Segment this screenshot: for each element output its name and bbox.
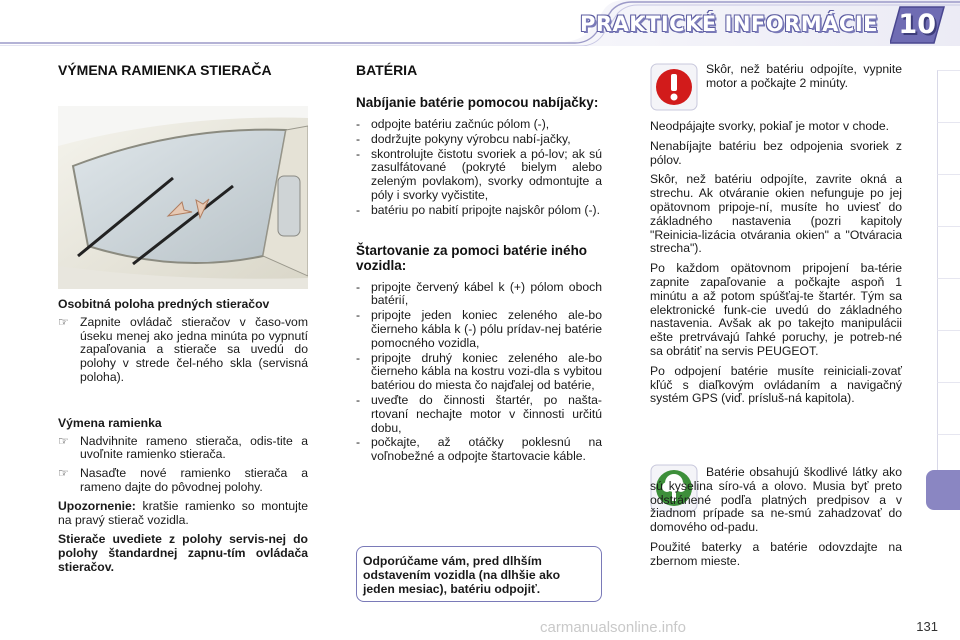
jump-start-step: - pripojte červený kábel k (+) pólom oboch batérií, <box>356 279 602 308</box>
charging-step: - skontrolujte čistotu svoriek a pó-lov; ak sú zasulfátované (pokryté bielym alebo zeleným povlakom), svorky odmontujte a póly i svorky vyčistite, <box>356 146 602 202</box>
replace-step: ☞ Nadvihnite rameno stierača, odis-tite a uvoľnite ramienko stierača. <box>58 433 308 462</box>
charging-step: - dodržujte pokyny výrobcu nabí-jačky, <box>356 131 571 146</box>
service-position-note: Stierače uvediete z polohy servis-nej do polohy štandardnej zapnu-tím ovládača stieračov. <box>58 532 308 574</box>
jump-start-step: - pripojte jeden koniec zeleného ale-bo čierneho kábla k (-) pólu prídav-nej batérie pomocného vozidla, <box>356 308 602 350</box>
environment-text: Batérie obsahujú škodlivé látky ako sú kyselina síro-vá a olovo. Musia byť preto odstránené podľa platných predpisov a v žiadnom prípade sa ne-smú zahadzovať do domového od-padu. <box>650 465 902 535</box>
battery-note-paragraph: Neodpájajte svorky, pokiaľ je motor v chode. <box>650 119 890 133</box>
jump-start-step: - pripojte druhý koniec zeleného ale-bo čierneho kábla na kostru vozi-dla s vybitou batériou do miesta čo najďalej od batérie, <box>356 350 602 393</box>
battery-note-paragraph: Nenabíjajte batériu bez odpojenia svoriek z pólov. <box>650 138 902 167</box>
watermark: carmanualsonline.info <box>540 619 686 636</box>
page-number: 131 <box>916 619 938 634</box>
battery-title: BATÉRIA <box>356 62 418 78</box>
pointer-hand-icon: ☞ <box>58 433 69 448</box>
recommendation-box: Odporúčame vám, pred dlhším odstavením vozidla (na dlhšie ako jeden mesiac), batériu odpojiť. <box>356 546 602 602</box>
wiper-title: VÝMENA RAMIENKA STIERAČA <box>58 62 272 78</box>
jump-start-step: - počkajte, až otáčky poklesnú na voľnobežné a odpojte štartovacie káble. <box>356 435 602 464</box>
chapter-tab[interactable] <box>937 70 960 123</box>
chapter-tab[interactable] <box>937 122 960 175</box>
environment-note <box>650 466 902 575</box>
battery-note-paragraph: Po odpojení batérie musíte reiniciali-zovať kľúč s diaľkovým ovládaním a navigačný systém GPS (viď. prísluš-ná kapitola). <box>650 363 902 406</box>
jump-start-heading: Štartovanie za pomoci batérie iného vozidla: <box>356 242 588 273</box>
chapter-tab[interactable] <box>937 330 960 383</box>
page-section-title: PRAKTICKÉ INFORMÁCIE <box>579 12 878 36</box>
warning-text: Skôr, než batériu odpojíte, vypnite motor a počkajte 2 minúty. <box>706 62 902 90</box>
chapter-tab[interactable] <box>937 382 960 435</box>
chapter-tabs <box>932 70 960 630</box>
replace-step: ☞ Nasaďte nové ramienko stierača a rameno dajte do pôvodnej polohy. <box>58 466 308 494</box>
battery-section <box>356 63 602 465</box>
environment-text-2: Použité baterky a batérie odovzdajte na zbernom mieste. <box>650 539 902 568</box>
chapter-tab[interactable] <box>937 278 960 331</box>
wiper-instructions <box>58 298 308 581</box>
windshield-wiper-photo <box>58 106 308 289</box>
chapter-tab[interactable] <box>937 174 960 227</box>
charging-step: - odpojte batériu začnúc pólom (-), <box>356 117 550 131</box>
pointer-hand-icon: ☞ <box>58 314 69 329</box>
charging-step: - batériu po nabití pripojte najskôr pólom (-). <box>356 202 600 217</box>
battery-note-paragraph: Po každom opätovnom pripojení ba-térie zapnite zapaľovanie a počkajte aspoň 1 minútu a až potom spúšťaj-te štartér. Tým sa elektronické funk-cie uvedú do základného nastavenia. Avšak ak po takejto manipulácii ešte pretrvávajú ľahké poruchy, je potreb-né sa obrátiť na servis PEUGEOT. <box>650 261 902 358</box>
warning-exclamation-icon <box>650 63 698 111</box>
replace-heading: Výmena ramienka <box>58 415 162 430</box>
special-position-step: ☞ Zapnite ovládač stieračov v časo-vom úseku menej ako jedna minúta po vypnutí zapaľovania a stierače sa uvedú do polohy v strede čel-ného skla (servisná poloha). <box>58 314 308 384</box>
warning-note <box>706 63 902 97</box>
battery-notes <box>650 120 902 412</box>
chapter-tab[interactable] <box>937 226 960 279</box>
charging-heading: Nabíjanie batérie pomocou nabíjačky: <box>356 95 599 110</box>
special-position-heading: Osobitná poloha predných stieračov <box>58 297 270 311</box>
jump-start-step: - uveďte do činnosti štartér, po našta-rtovaní nechajte motor v činnosti určitú dobu, <box>356 392 602 435</box>
wiper-section <box>58 63 308 78</box>
active-chapter-tab[interactable] <box>926 470 960 510</box>
pointer-hand-icon: ☞ <box>58 466 69 481</box>
chapter-number: 10 <box>898 9 936 40</box>
battery-note-paragraph: Skôr, než batériu odpojíte, zavrite okná a strechu. Ak otváranie okien nefunguje po jej opätovnom pripoje-ní, musíte ho uviesť do základného nastavenia (pozri kapitoly "Reinicia-lizácia otvárania okien" a "Otváracia strecha"). <box>650 172 902 256</box>
caution-note: Upozornenie: kratšie ramienko so montujte na pravý stierač vozidla. <box>58 498 308 527</box>
